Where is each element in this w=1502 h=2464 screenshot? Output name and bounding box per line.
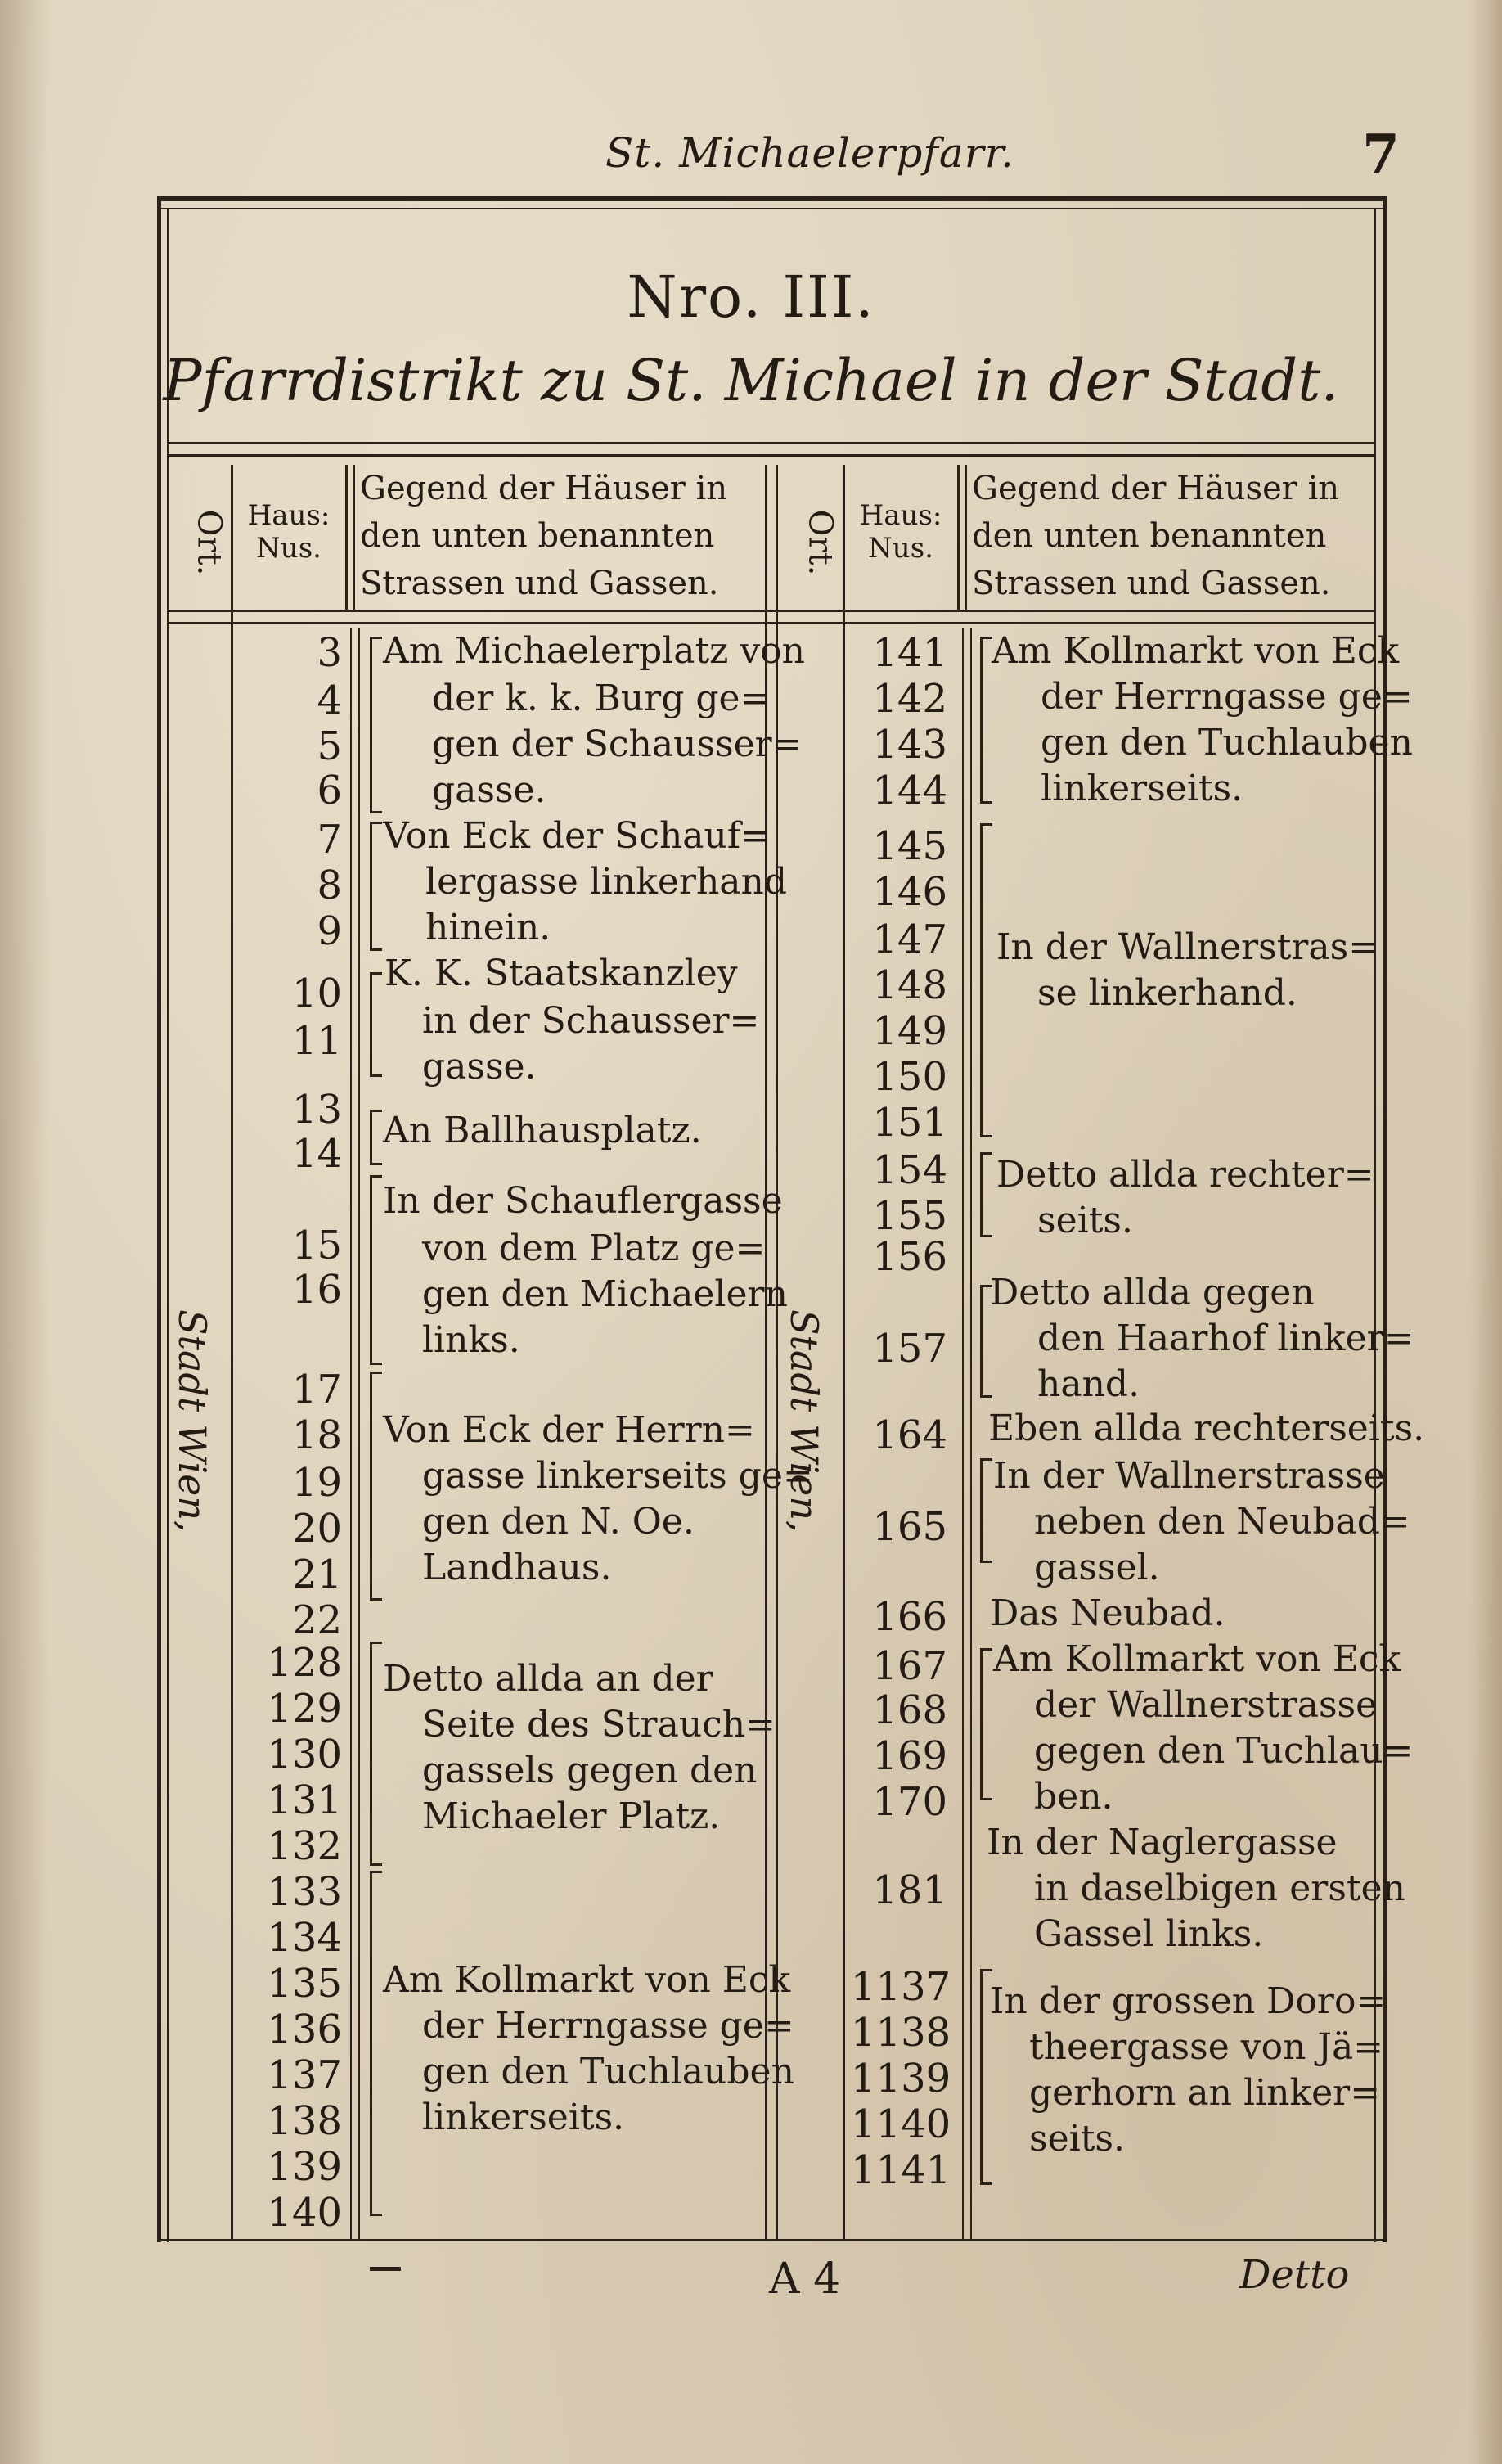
left-brace <box>370 1645 372 1863</box>
right-description-line: theergasse von Jä= <box>1029 2026 1384 2068</box>
column-header-gegend-right-line2: den unten benannten <box>972 517 1327 555</box>
signature-mark: A 4 <box>769 2255 841 2304</box>
right-house-number: 1138 <box>851 2010 951 2056</box>
bottom-dash <box>370 2267 401 2271</box>
left-brace <box>370 640 372 810</box>
right-brace <box>980 640 983 800</box>
left-description-line: Seite des Strauch= <box>422 1704 776 1746</box>
right-description-line: gegen den Tuchlau= <box>1034 1730 1414 1772</box>
page-number: 7 <box>1362 123 1400 187</box>
right-brace <box>980 827 983 1134</box>
header-rule-2 <box>167 622 1376 624</box>
left-house-number: 138 <box>267 2098 342 2144</box>
col-rule-haus-right-b <box>965 465 967 612</box>
col-rule-num-left <box>350 628 352 2239</box>
frame-left-border <box>157 196 161 2242</box>
right-description-line: Eben allda rechterseits. <box>988 1408 1425 1449</box>
right-description-line: der Wallnerstrasse <box>1034 1684 1378 1726</box>
left-brace <box>370 1178 372 1362</box>
left-brace <box>370 1113 372 1162</box>
left-house-number: 132 <box>267 1823 342 1869</box>
column-header-haus-left-line1: Haus: <box>247 499 331 532</box>
right-house-number: 167 <box>872 1643 947 1689</box>
left-description-line: Michaeler Platz. <box>422 1795 721 1837</box>
right-description-line: den Haarhof linker= <box>1037 1318 1414 1359</box>
right-brace <box>980 1462 983 1560</box>
left-house-number: 5 <box>317 723 342 769</box>
right-house-number: 146 <box>872 869 947 915</box>
right-description-line: Das Neubad. <box>990 1592 1225 1634</box>
right-brace <box>980 1288 983 1394</box>
left-house-number: 10 <box>291 971 342 1016</box>
title-rule-1 <box>167 442 1376 444</box>
frame-right-border-inner <box>1374 209 1376 2242</box>
column-header-haus-right-line1: Haus: <box>859 499 942 532</box>
right-house-number: 145 <box>872 823 947 869</box>
left-description-line: An Ballhausplatz. <box>383 1110 702 1151</box>
right-house-number: 164 <box>872 1412 947 1458</box>
left-house-number: 131 <box>267 1777 342 1823</box>
right-description-line: Detto allda gegen <box>990 1272 1315 1313</box>
right-house-number: 166 <box>872 1594 947 1640</box>
right-house-number: 149 <box>872 1008 947 1054</box>
left-house-number: 7 <box>317 817 342 863</box>
left-description-line: Von Eck der Herrn= <box>383 1409 755 1451</box>
top-rule-thick <box>157 196 1386 201</box>
right-house-number: 168 <box>872 1687 947 1733</box>
right-house-number: 142 <box>872 676 947 722</box>
left-house-number: 11 <box>291 1018 342 1064</box>
left-description-line: gen der Schausser= <box>432 723 803 765</box>
left-description-line: gasse. <box>432 769 546 811</box>
right-house-number: 1140 <box>851 2101 951 2147</box>
right-house-number: 170 <box>872 1779 947 1825</box>
left-description-line: der Herrngasse ge= <box>422 2005 794 2047</box>
right-description-line: Detto allda rechter= <box>996 1154 1374 1196</box>
left-description-line: lergasse linkerhand <box>425 861 788 903</box>
col-rule-haus-left <box>345 465 348 612</box>
column-header-gegend-left-line2: den unten benannten <box>360 517 715 555</box>
left-description-line: Am Michaelerplatz von <box>383 630 806 672</box>
left-house-number: 17 <box>291 1367 342 1412</box>
right-house-number: 144 <box>872 768 947 813</box>
column-header-gegend-left-line1: Gegend der Häuser in <box>360 470 728 507</box>
left-description-line: K. K. Staatskanzley <box>384 953 738 994</box>
column-header-ort-right: Ort. <box>801 509 839 576</box>
frame-left-border-inner <box>167 209 169 2242</box>
column-header-gegend-right-line3: Strassen und Gassen. <box>972 565 1331 602</box>
left-house-number: 136 <box>267 2007 342 2052</box>
frame-right-border <box>1383 196 1387 2242</box>
column-header-gegend-right-line1: Gegend der Häuser in <box>972 470 1340 507</box>
catchword: Detto <box>1239 2252 1350 2298</box>
right-house-number: 143 <box>872 722 947 768</box>
left-house-number: 3 <box>317 630 342 676</box>
right-house-number: 157 <box>872 1326 947 1372</box>
right-house-number: 155 <box>872 1193 947 1239</box>
left-house-number: 4 <box>317 678 342 723</box>
left-description-line: links. <box>422 1319 520 1361</box>
col-rule-num-left-b <box>358 628 360 2239</box>
right-house-number: 151 <box>872 1100 947 1146</box>
left-house-number: 20 <box>291 1506 342 1552</box>
right-house-number: 1137 <box>851 1964 951 2010</box>
left-description-line: Am Kollmarkt von Eck <box>383 1959 791 2001</box>
left-brace <box>370 1874 372 2213</box>
right-description-line: Am Kollmarkt von Eck <box>992 630 1400 672</box>
left-house-number: 137 <box>267 2052 342 2098</box>
left-house-number: 19 <box>291 1460 342 1506</box>
column-header-haus-right <box>848 499 954 565</box>
right-brace <box>980 1651 983 1797</box>
left-house-number: 8 <box>317 863 342 908</box>
left-house-number: 128 <box>267 1640 342 1686</box>
left-house-number: 139 <box>267 2144 342 2190</box>
right-description-line: in daselbigen ersten <box>1034 1867 1405 1909</box>
col-rule-num-right-b <box>970 628 972 2239</box>
right-description-line: Gassel links. <box>1034 1913 1264 1955</box>
left-house-number: 22 <box>291 1597 342 1643</box>
left-house-number: 9 <box>317 908 342 954</box>
left-house-number: 14 <box>291 1131 342 1177</box>
col-rule-ort-right <box>843 465 845 2239</box>
left-description-line: Detto allda an der <box>383 1658 713 1700</box>
right-description-line: gassel. <box>1034 1547 1160 1588</box>
left-description-line: gasse. <box>422 1046 537 1088</box>
title-rule-2 <box>167 454 1376 457</box>
col-rule-haus-left-b <box>353 465 355 612</box>
left-brace <box>370 1375 372 1597</box>
left-description-line: gasse linkerseits ge= <box>422 1455 813 1497</box>
right-description-line: se linkerhand. <box>1037 972 1297 1014</box>
column-header-haus-left <box>236 499 342 565</box>
right-description-line: seits. <box>1037 1200 1133 1241</box>
right-description-line: ben. <box>1034 1776 1113 1818</box>
right-description-line: Am Kollmarkt von Eck <box>993 1638 1401 1680</box>
left-house-number: 134 <box>267 1915 342 1961</box>
section-number: Nro. III. <box>627 264 875 331</box>
right-house-number: 165 <box>872 1504 947 1550</box>
left-brace <box>370 825 372 948</box>
place-label-right: Stadt Wien, <box>782 1309 826 1533</box>
left-description-line: linkerseits. <box>422 2097 625 2138</box>
left-description-line: Landhaus. <box>422 1547 612 1588</box>
right-brace <box>980 1972 983 2182</box>
right-description-line: In der Wallnerstras= <box>996 926 1379 968</box>
right-description-line: neben den Neubad= <box>1034 1501 1410 1543</box>
left-house-number: 130 <box>267 1732 342 1777</box>
right-description-line: linkerseits. <box>1041 768 1243 809</box>
left-description-line: gassels gegen den <box>422 1750 758 1791</box>
right-description-line: In der Naglergasse <box>987 1822 1338 1863</box>
right-description-line: gerhorn an linker= <box>1029 2072 1381 2114</box>
column-header-ort-left: Ort. <box>190 509 228 576</box>
right-house-number: 148 <box>872 962 947 1008</box>
left-description-line: gen den Tuchlauben <box>422 2051 794 2092</box>
left-house-number: 6 <box>317 768 342 813</box>
left-house-number: 140 <box>267 2190 342 2236</box>
right-house-number: 154 <box>872 1147 947 1193</box>
right-house-number: 1141 <box>851 2147 951 2193</box>
left-house-number: 16 <box>291 1267 342 1313</box>
left-brace <box>370 975 372 1074</box>
left-house-number: 13 <box>291 1087 342 1133</box>
left-description-line: In der Schauflergasse <box>383 1180 783 1222</box>
col-rule-haus-right <box>957 465 960 612</box>
left-description-line: hinein. <box>425 907 551 948</box>
left-description-line: von dem Platz ge= <box>422 1227 766 1269</box>
right-house-number: 169 <box>872 1733 947 1779</box>
header-rule-1 <box>167 610 1376 612</box>
left-house-number: 21 <box>291 1552 342 1597</box>
column-header-gegend-right <box>972 465 1339 607</box>
column-header-haus-left-line2: Nus. <box>256 532 322 565</box>
right-description-line: der Herrngasse ge= <box>1041 676 1413 718</box>
right-house-number: 156 <box>872 1234 947 1280</box>
left-house-number: 18 <box>291 1412 342 1458</box>
right-description-line: In der Wallnerstrasse <box>993 1455 1385 1497</box>
right-house-number: 150 <box>872 1054 947 1100</box>
left-house-number: 15 <box>291 1223 342 1268</box>
section-title: Pfarrdistrikt zu St. Michael in der Stadt. <box>163 347 1339 414</box>
right-description-line: hand. <box>1037 1363 1140 1405</box>
column-header-gegend-left <box>360 465 727 607</box>
place-label-left: Stadt Wien, <box>170 1309 214 1533</box>
col-rule-ort-left <box>231 465 233 2239</box>
running-title: St. Michaelerpfarr. <box>605 129 1014 177</box>
column-header-gegend-left-line3: Strassen und Gassen. <box>360 565 719 602</box>
right-house-number: 1139 <box>851 2056 951 2101</box>
right-description-line: gen den Tuchlauben <box>1041 722 1413 764</box>
right-house-number: 147 <box>872 917 947 962</box>
left-description-line: Von Eck der Schauf= <box>383 815 771 857</box>
right-house-number: 141 <box>872 630 947 676</box>
left-description-line: der k. k. Burg ge= <box>432 678 771 719</box>
right-house-number: 181 <box>872 1867 947 1913</box>
left-house-number: 135 <box>267 1961 342 2007</box>
right-description-line: seits. <box>1029 2118 1125 2160</box>
left-description-line: in der Schausser= <box>422 1000 760 1042</box>
top-rule-thin <box>157 208 1386 209</box>
left-description-line: gen den N. Oe. <box>422 1501 695 1543</box>
left-house-number: 129 <box>267 1686 342 1732</box>
left-house-number: 133 <box>267 1869 342 1915</box>
right-brace <box>980 1155 983 1234</box>
right-description-line: In der grossen Doro= <box>990 1980 1387 2022</box>
left-description-line: gen den Michaelern <box>422 1273 788 1315</box>
column-header-haus-right-line2: Nus. <box>868 532 933 565</box>
col-rule-num-right <box>962 628 964 2239</box>
bottom-rule <box>157 2239 1386 2241</box>
